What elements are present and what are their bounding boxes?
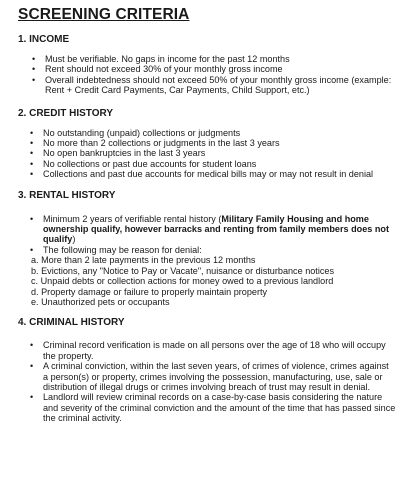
bullet-icon: • xyxy=(32,54,36,64)
bullet-icon: • xyxy=(30,213,34,224)
denial-reason-item: e. Unauthorized pets or occupants xyxy=(31,296,170,307)
denial-reason-item: c. Unpaid debts or collection actions for money owed to a previous landlord xyxy=(31,276,334,287)
criminal-history-list xyxy=(30,340,396,423)
section-heading-criminal-history: 4. CRIMINAL HISTORY xyxy=(18,317,125,329)
denial-reason-item: b. Evictions, any "Notice to Pay or Vacate", nuisance or disturbance notices xyxy=(31,265,335,276)
list-item: • Minimum 2 years of verifiable rental history (Military Family Housing and home ownership qualify, however barracks and renting from family members does not qualify) xyxy=(30,213,389,245)
rental-qualification-note: Military Family Housing and home ownership qualify, however barracks and renting from family members does not qualify xyxy=(43,213,389,245)
income-list xyxy=(32,54,396,96)
list-item: • Landlord will review criminal records on a case-by-case basis considering the nature and severity of the criminal conviction and the amount of the time that has passed since the criminal activity. xyxy=(30,392,396,424)
bullet-icon: • xyxy=(32,74,36,85)
credit-history-list xyxy=(30,128,396,180)
list-item: • The following may be reason for denial: xyxy=(30,244,202,255)
bullet-icon: • xyxy=(30,127,34,138)
list-item: • Rent should not exceed 30% of your monthly gross income xyxy=(32,64,283,75)
bullet-icon: • xyxy=(30,158,34,169)
section-income xyxy=(18,34,396,96)
bullet-icon: • xyxy=(30,392,34,403)
section-credit-history xyxy=(18,108,396,180)
section-criminal-history xyxy=(18,317,396,423)
bullet-icon: • xyxy=(32,64,36,75)
list-item: • Criminal record verification is made on all persons over the age of 18 who will occupy the property. xyxy=(30,340,386,361)
section-rental-history xyxy=(18,190,396,308)
list-item: • No open bankruptcies in the last 3 years xyxy=(30,148,206,159)
list-item: • No collections or past due accounts for student loans xyxy=(30,158,257,169)
list-item: • No outstanding (unpaid) collections or judgments xyxy=(30,127,241,138)
bullet-icon: • xyxy=(30,340,34,351)
rental-history-list xyxy=(30,214,396,256)
bullet-icon: • xyxy=(30,361,34,372)
section-heading-rental-history: 3. RENTAL HISTORY xyxy=(18,189,116,201)
section-heading-income: 1. INCOME xyxy=(18,34,70,45)
bullet-icon: • xyxy=(30,169,34,180)
list-item: • Collections and past due accounts for medical bills may or may not result in denial xyxy=(30,169,374,180)
bullet-icon: • xyxy=(30,138,34,149)
list-item: • No more than 2 collections or judgments in the last 3 years xyxy=(30,138,280,149)
bullet-icon: • xyxy=(30,244,34,255)
list-item: • Overall indebtedness should not exceed 50% of your monthly gross income (example: Rent + Credit Card Payments, Car Payments, Child Support, etc.) xyxy=(32,74,392,96)
list-item: • Must be verifiable. No gaps in income for the past 12 months xyxy=(32,54,290,64)
denial-reason-item: d. Property damage or failure to properly maintain property xyxy=(31,286,268,297)
bullet-icon: • xyxy=(30,148,34,159)
list-item: • A criminal conviction, within the last seven years, of crimes of violence, crimes against a person(s) or property, crimes involving the possession, manufacturing, use, sale or distribution of illegal drugs or crimes involving breach of trust may result in denial. xyxy=(30,361,389,392)
section-heading-credit-history: 2. CREDIT HISTORY xyxy=(18,107,114,119)
denial-reason-item: a. More than 2 late payments in the previous 12 months xyxy=(31,255,256,266)
document-title: SCREENING CRITERIA xyxy=(18,6,190,23)
